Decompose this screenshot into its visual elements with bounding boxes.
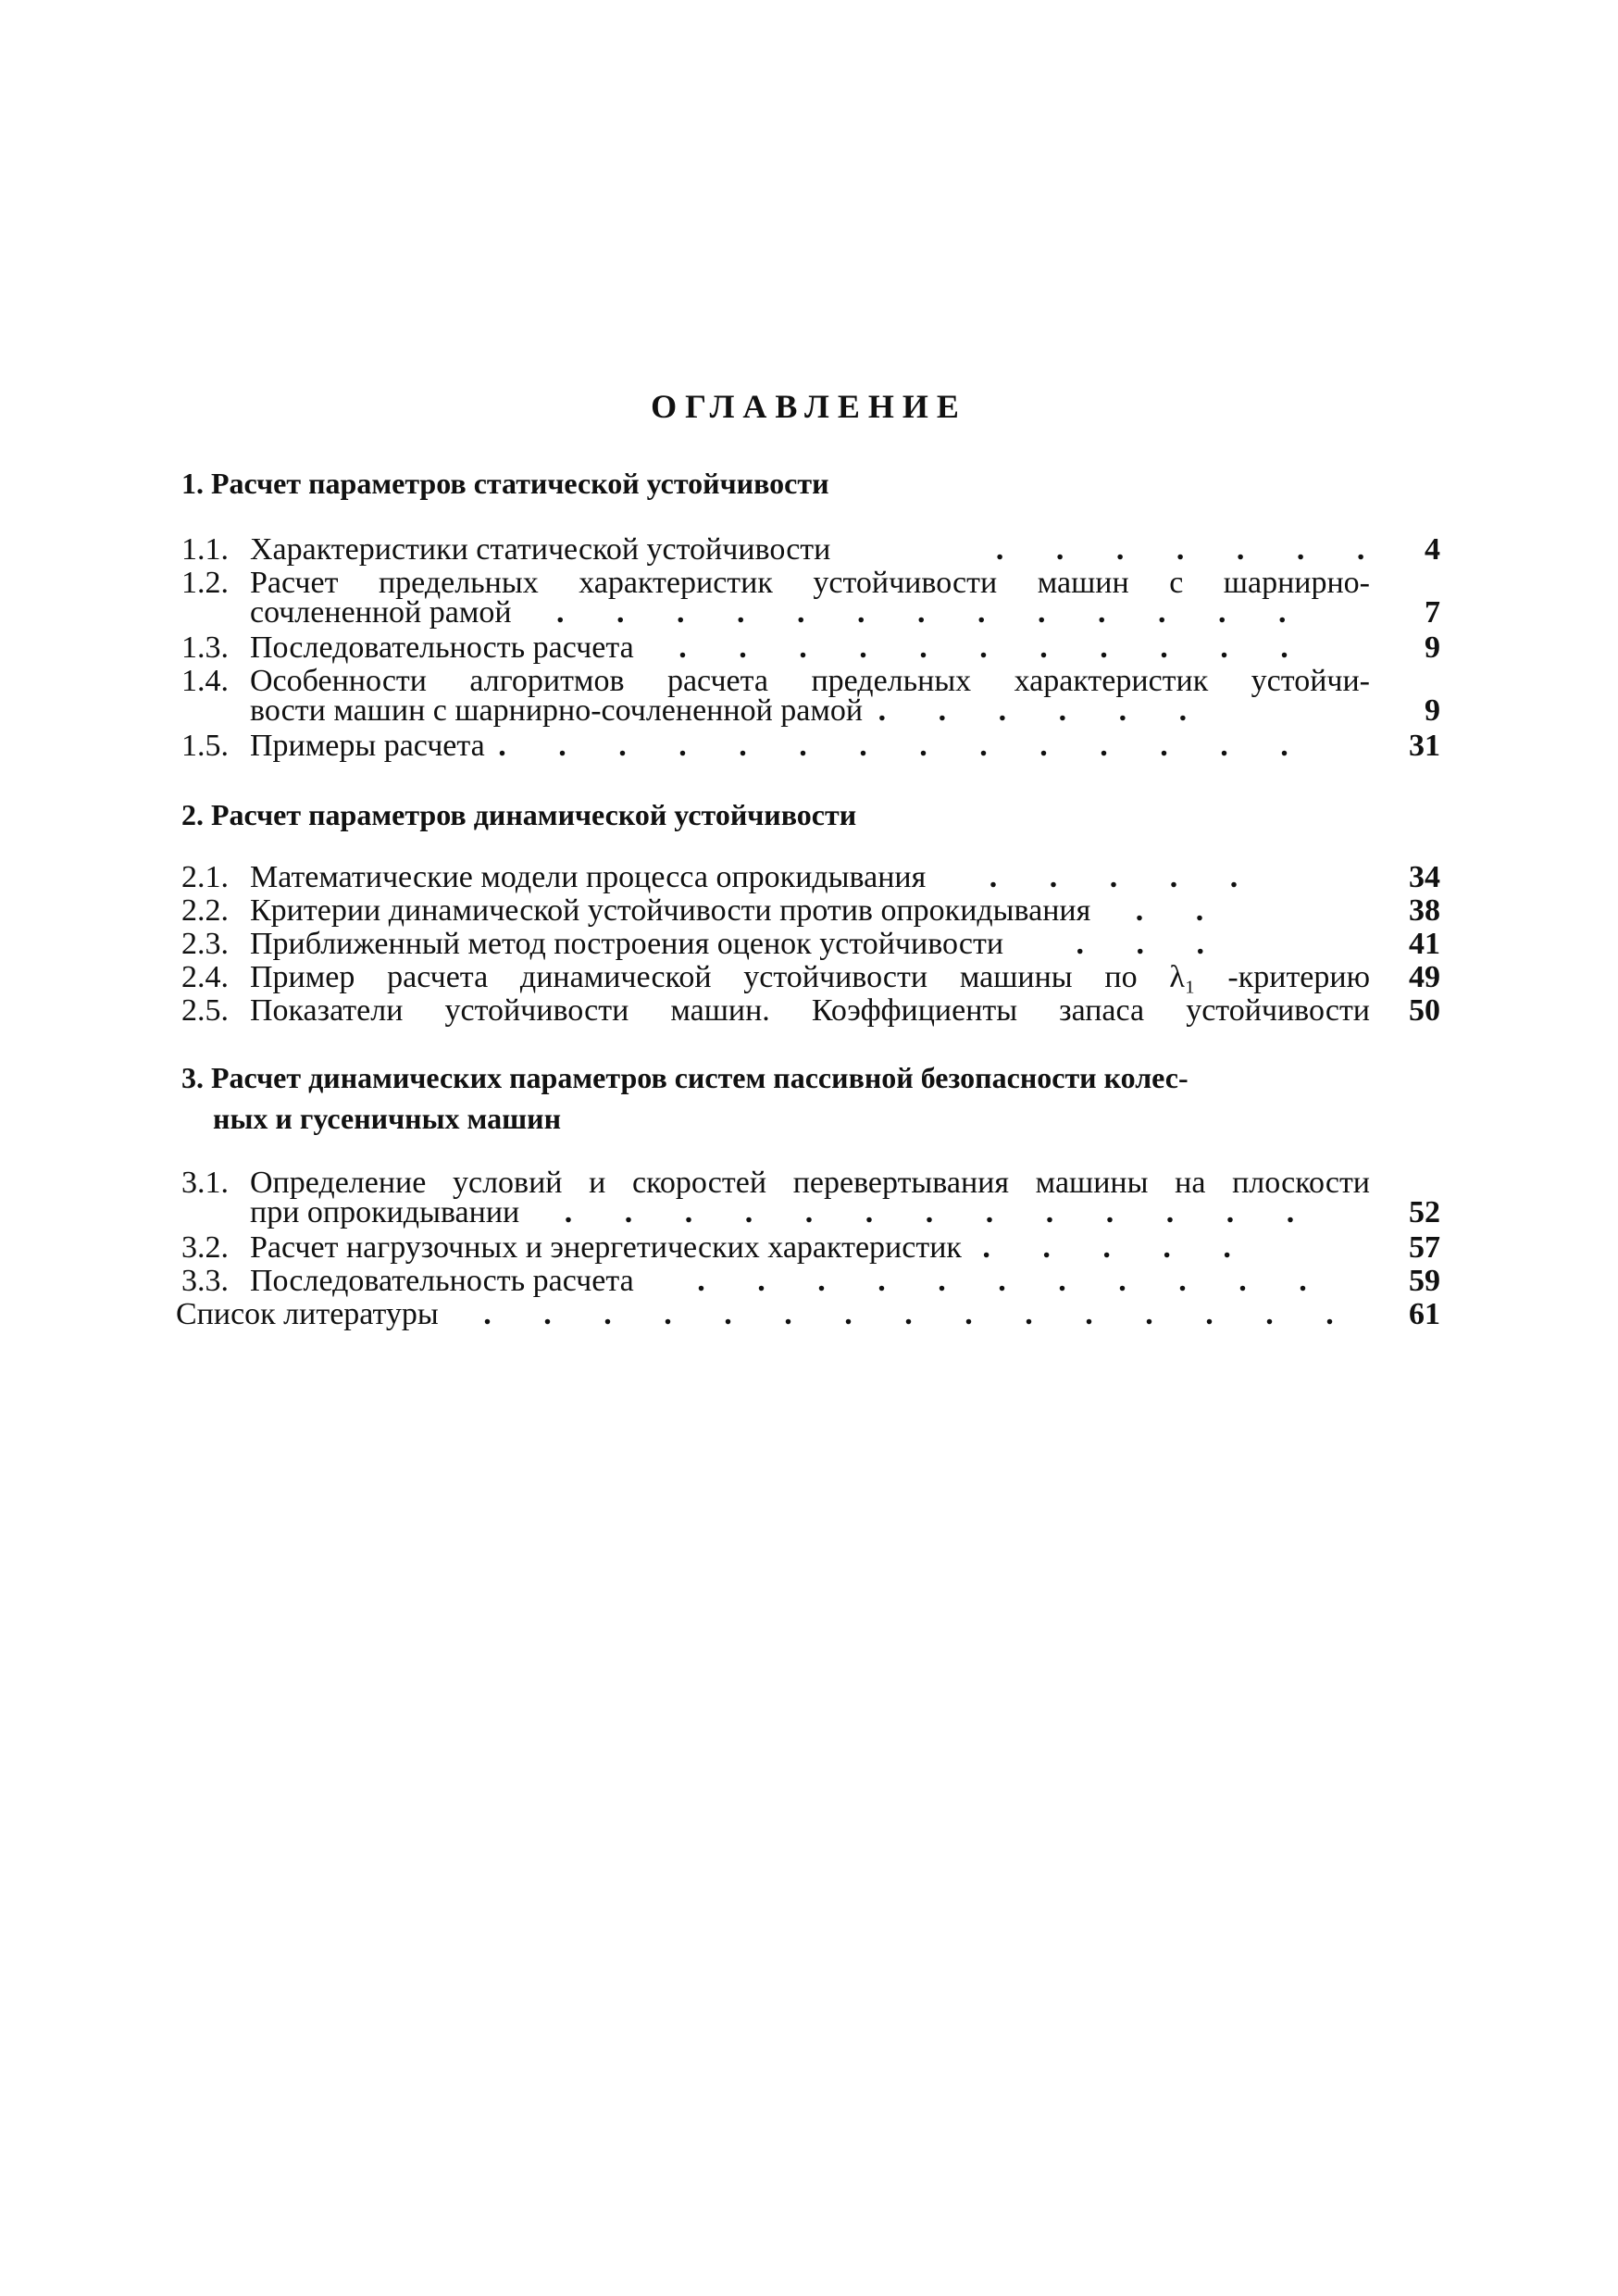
leader-dots: . . . . . . . . . . . xyxy=(678,630,1311,665)
entry-title: Последовательность расчета xyxy=(250,1264,634,1298)
page-number: 38 xyxy=(1409,893,1440,928)
entry-number: 1.2. xyxy=(181,566,229,600)
entry-number: 1.1. xyxy=(181,532,229,567)
section-heading-2: 2. Расчет параметров динамической устойчивости xyxy=(181,798,857,831)
toc-entry-1-5[interactable] xyxy=(181,731,1440,761)
page-number: 9 xyxy=(1425,630,1440,665)
entry-title: Примеры расчета xyxy=(250,729,485,763)
entry-title: Показатели устойчивости машин. Коэффициенты запаса устойчивости xyxy=(250,993,1370,1028)
toc-entry-3-2[interactable] xyxy=(181,1230,1440,1265)
toc-entry-1-4[interactable] xyxy=(181,664,1440,728)
leader-dots: . . . . . . . . . . . . . xyxy=(556,595,1309,630)
entry-number: 2.2. xyxy=(181,893,229,928)
page-number: 49 xyxy=(1409,960,1440,994)
page-number: 57 xyxy=(1409,1230,1440,1265)
toc-entry-2-3[interactable] xyxy=(181,927,1440,961)
entry-number: 2.4. xyxy=(181,960,229,994)
toc-entry-1-2[interactable] xyxy=(181,568,1440,628)
entry-title: Расчет нагрузочных и энергетических характеристик xyxy=(250,1230,962,1265)
page-number: 52 xyxy=(1409,1195,1440,1229)
page-title: ОГЛАВЛЕНИЕ xyxy=(651,388,967,425)
page-number: 7 xyxy=(1425,595,1440,630)
section-heading-3 xyxy=(181,1057,1385,1139)
entry-title: Характеристики статической устойчивости xyxy=(250,532,831,567)
toc-entry-2-4[interactable] xyxy=(181,960,1440,994)
entry-number: 3.2. xyxy=(181,1230,229,1265)
entry-title: Пример расчета динамической устойчивости машины по λ₁ -критерию xyxy=(250,960,1370,994)
leader-dots: . . . . . . . xyxy=(995,532,1388,567)
entry-title-line-1: Определение условий и скоростей перевертывания машины на плоскости xyxy=(250,1166,1370,1200)
leader-dots: . . . xyxy=(1076,927,1227,961)
leader-dots: . . . . . . . . . . . . . xyxy=(564,1195,1317,1229)
section-heading-1: 1. Расчет параметров статической устойчивости xyxy=(181,467,829,500)
entry-title: Список литературы xyxy=(176,1297,439,1331)
entry-title: Последовательность расчета xyxy=(250,630,634,665)
leader-dots: . . . . . xyxy=(989,860,1261,894)
toc-entry-bibliography[interactable] xyxy=(176,1297,1440,1331)
toc-entry-3-3[interactable] xyxy=(181,1264,1440,1298)
page-number: 9 xyxy=(1425,693,1440,728)
entry-number: 2.1. xyxy=(181,860,229,894)
entry-title-line-2: сочлененной рамой xyxy=(250,595,512,630)
section-heading-3-line-2: ных и гусеничных машин xyxy=(213,1102,562,1135)
toc-entry-2-2[interactable] xyxy=(181,893,1440,928)
leader-dots: . . . . . . xyxy=(877,693,1210,728)
page-number: 61 xyxy=(1409,1297,1440,1331)
entry-title-line-2: при опрокидывании xyxy=(250,1195,520,1229)
leader-dots: . . . . . . . . . . . . . . xyxy=(498,729,1311,763)
toc-entry-2-5[interactable] xyxy=(181,993,1440,1028)
entry-title: Приближенный метод построения оценок устойчивости xyxy=(250,927,1004,961)
page-number: 34 xyxy=(1409,860,1440,894)
toc-entry-1-1[interactable] xyxy=(181,532,1440,567)
page-number: 41 xyxy=(1409,927,1440,961)
entry-title-line-2: вости машин с шарнирно-сочлененной рамой xyxy=(250,693,864,728)
toc-entry-2-1[interactable] xyxy=(181,860,1440,894)
entry-number: 1.5. xyxy=(181,729,229,763)
entry-title-line-1: Расчет предельных характеристик устойчивости машин с шарнирно- xyxy=(250,566,1370,600)
entry-title: Критерии динамической устойчивости против опрокидывания xyxy=(250,893,1091,928)
entry-title: Математические модели процесса опрокидывания xyxy=(250,860,927,894)
entry-title-line-1: Особенности алгоритмов расчета предельных характеристик устойчи- xyxy=(250,664,1370,698)
entry-number: 2.5. xyxy=(181,993,229,1028)
leader-dots: . . . . . xyxy=(982,1230,1253,1265)
page-number: 50 xyxy=(1409,993,1440,1028)
toc-entry-3-1[interactable] xyxy=(181,1168,1440,1228)
entry-number: 1.4. xyxy=(181,664,229,698)
page-number: 31 xyxy=(1409,729,1440,763)
leader-dots: . . xyxy=(1135,893,1226,928)
page-number: 59 xyxy=(1409,1264,1440,1298)
entry-number: 3.3. xyxy=(181,1264,229,1298)
leader-dots: . . . . . . . . . . . . . . . xyxy=(483,1297,1356,1331)
entry-number: 3.1. xyxy=(181,1166,229,1200)
entry-number: 2.3. xyxy=(181,927,229,961)
leader-dots: . . . . . . . . . . . xyxy=(697,1264,1329,1298)
toc-entry-1-3[interactable] xyxy=(181,630,1440,665)
section-heading-3-line-1: 3. Расчет динамических параметров систем пассивной безопасности колес- xyxy=(181,1061,1189,1094)
page-number: 4 xyxy=(1425,532,1440,567)
entry-number: 1.3. xyxy=(181,630,229,665)
